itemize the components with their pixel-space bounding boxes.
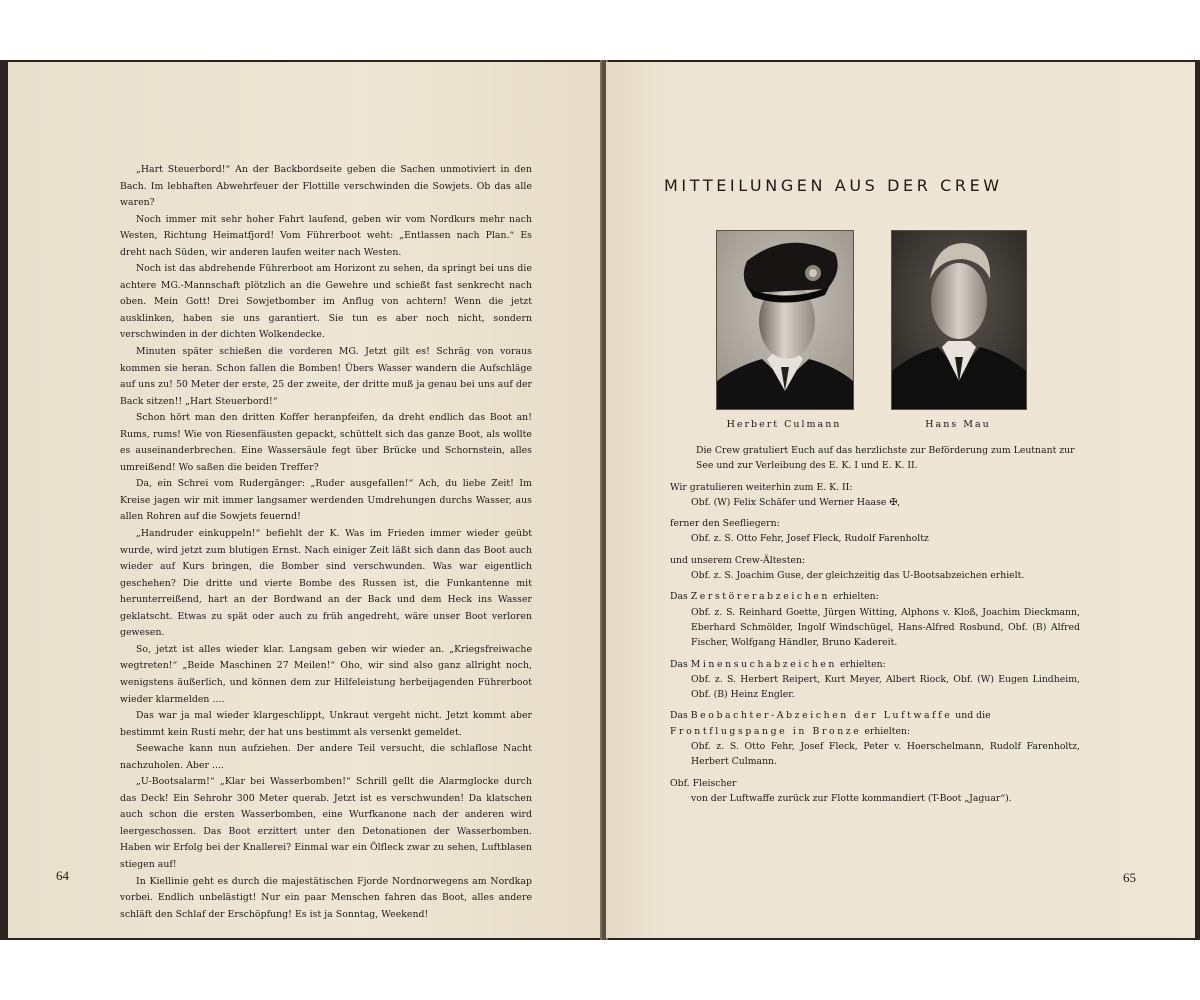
heading-emphasis: Frontflugspange in Bronze [670, 725, 862, 737]
section [670, 776, 1080, 807]
page-number: 65 [1123, 870, 1136, 885]
section-heading [670, 657, 1080, 672]
heading-suffix: erhielten: [837, 658, 886, 670]
photo-caption: Hans Mau [925, 419, 991, 430]
heading-emphasis: Zerstörerabzeichen [690, 591, 830, 603]
section [670, 480, 1080, 511]
paragraph: Das war ja mal wieder klargeschlippt, Unkraut vergeht nicht. Jetzt kommt aber bestimmt kein Rusti mehr, der hat uns bestimmt als versenkt gemeldet. [120, 710, 532, 738]
section [670, 589, 1080, 650]
portrait-photo [716, 230, 854, 410]
portrait-photo [891, 230, 1027, 410]
section-body: Obf. z. S. Reinhard Goette, Jürgen Witting, Alphons v. Kloß, Joachim Dieckmann, Eberhard Schmölder, Ingolf Windschügel, Hans-Alfred Rosbund, Obf. (B) Alfred Fischer, Wolfgang Händler, Bruno Kadereit. [691, 606, 1080, 649]
section [670, 553, 1080, 584]
heading-prefix: Das [670, 591, 691, 603]
paragraph: „U-Bootsalarm!“ „Klar bei Wasserbomben!“ Schrill gellt die Alarmglocke durch das Deck! Ein Sehrohr 300 Meter querab. Jetzt ist es verschwunden! Da klatschen auch schon die ersten Wasserbomben, eine Wurfkanone nach der anderen wird leergeschossen. Das Boot erzittert unter den Detonationen der Wasserbomben. Haben wir Erfolg bei der Knallerei? Einmal war ein Ölfleck zwar zu sehen, Luftblasen stiegen auf! [120, 776, 532, 870]
heading-emphasis: Minensuchabzeichen [690, 658, 838, 670]
paragraph: Seewache kann nun aufziehen. Der andere Teil versucht, die schlaflose Nacht nachzuholen. Aber .... [120, 743, 532, 771]
paragraph: Noch immer mit sehr hoher Fahrt laufend, geben wir vom Nordkurs mehr nach Westen, Richtung Heimatfjord! Vom Führerboot weht: „Entlassen nach Plan.“ Es dreht nach Süden, wir anderen laufen weiter nach Westen. [120, 213, 532, 258]
section [670, 516, 1080, 547]
left-page-text [120, 162, 532, 923]
page-number: 64 [56, 868, 69, 883]
paragraph: Noch ist das abdrehende Führerboot am Horizont zu sehen, da springt bei uns die achtere MG.-Mannschaft plötzlich an die Gewehre und schießt fast senkrecht nach oben. Mein Gott! Drei Sowjetbomber im Anflug von achtern! Wenn die jetzt ausklinken, haben sie uns garantiert. Sie tun es aber noch nicht, sondern verschwinden in der dichten Wolkendecke. [120, 263, 532, 341]
heading-suffix: erhielten: [861, 725, 911, 737]
right-page-text [670, 443, 1080, 812]
paragraph: Minuten später schießen die vorderen MG. Jetzt gilt es! Schräg von voraus kommen sie heran. Schon fallen die Bomben! Übers Wasser wandern die Aufschläge auf uns zu! 50 Meter der erste, 25 der zweite, der dritte muß ja genau bei uns auf der Back sitzen!! „Hart Steuerbord!“ [120, 346, 532, 407]
intro-text: Die Crew gratuliert Euch auf das herzlichste zur Beförderung zum Leutnant zur See und zur Verleibung des E. K. I und E. K. II. [696, 445, 1075, 472]
paragraph: „Handruder einkuppeln!“ befiehlt der K. Was im Frieden immer wieder geübt wurde, wird jetzt zum blutigen Ernst. Nach einiger Zeit läßt sich dann das Boot auch wieder auf Kurs bringen, die Bomber sind verschwunden. Was war eigentlich geschehen? Die dritte und vierte Bombe des Russen ist, die Funkantenne mit herunterreißend, hart an der Bordwand an der Back und dem Heck ins Wasser geklatscht. Etwas zu spät oder auch zu früh angedreht, wäre unser Boot verloren gewesen. [120, 528, 532, 639]
photo-caption: Herbert Culmann [726, 419, 842, 430]
paragraph: Schon hört man den dritten Koffer heranpfeifen, da dreht endlich das Boot an! Rums, rums! Wie von Riesenfäusten gepackt, schüttelt sich das ganze Boot, als wollte es auseinanderbrechen. Eine Wassersäule fegt über Brücke und Schornstein, alles umreißend! Wo saßen die beiden Treffer? [120, 412, 532, 473]
section-heading: und unserem Crew-Ältesten: [670, 554, 806, 566]
section-heading: Wir gratulieren weiterhin zum E. K. II: [670, 481, 853, 493]
section [670, 708, 1080, 769]
paragraph: So, jetzt ist alles wieder klar. Langsam geben wir wieder an. „Kriegsfreiwache wegtreten!“ „Beide Maschinen 27 Meilen!“ Oho, wir sind also ganz allright noch, wenigstens äußerlich, und können dem zur Hilfeleistung herbeijagenden Führerboot wieder klarmelden .... [120, 643, 532, 705]
heading-emphasis: Beobachter-Abzeichen der Luftwaffe [690, 710, 953, 722]
section-body: Obf. z. S. Joachim Guse, der gleichzeitig das U-Bootsabzeichen erhielt. [691, 570, 1025, 582]
section-body: Obf. (W) Felix Schäfer und Werner Haase ✠, [691, 496, 901, 508]
heading-suffix: erhielten: [830, 591, 879, 603]
section-heading [670, 708, 1080, 739]
heading-prefix: Das [670, 710, 691, 722]
section-heading [670, 589, 1080, 604]
section-body: Obf. z. S. Otto Fehr, Josef Fleck, Peter v. Hoerschelmann, Rudolf Farenholtz, Herbert Culmann. [691, 741, 1080, 768]
paragraph: In Kiellinie geht es durch die majestätischen Fjorde Nordnorwegens am Nordkap vorbei. Endlich unbelästigt! Nur ein paar Menschen fahren das Boot, alles andere schläft den Schlaf der Erschöpfung! Es ist ja Sonntag, Weekend! [120, 875, 532, 920]
page-title: MITTEILUNGEN AUS DER CREW [664, 176, 1003, 195]
right-page [606, 62, 1195, 938]
section-heading: Obf. Fleischer [670, 777, 737, 789]
heading-suffix: und die [952, 710, 991, 722]
section-body: Obf. z. S. Otto Fehr, Josef Fleck, Rudolf Farenholtz [691, 533, 929, 545]
section-heading: ferner den Seefliegern: [670, 518, 780, 530]
open-book [0, 60, 1200, 940]
section-body: Obf. z. S. Herbert Reipert, Kurt Meyer, Albert Riock, Obf. (W) Eugen Lindheim, Obf. (B) Heinz Engler. [691, 673, 1080, 701]
left-page [8, 62, 602, 938]
section [670, 657, 1080, 703]
paragraph: „Hart Steuerbord!“ An der Backbordseite geben die Sachen unmotiviert in den Bach. Im lebhaften Abwehrfeuer der Flottille verschwinden die Sowjets. Ob das alle waren? [120, 164, 532, 209]
paragraph: Da, ein Schrei vom Rudergänger: „Ruder ausgefallen!“ Ach, du liebe Zeit! Im Kreise jagen wir mit immer langsamer werdenden Umdrehungen durchs Wasser, aus allen Rohren auf die Sowjets feuernd! [120, 478, 532, 523]
section-body: von der Luftwaffe zurück zur Flotte kommandiert (T-Boot „Jaguar“). [691, 792, 1012, 804]
heading-prefix: Das [670, 658, 691, 670]
